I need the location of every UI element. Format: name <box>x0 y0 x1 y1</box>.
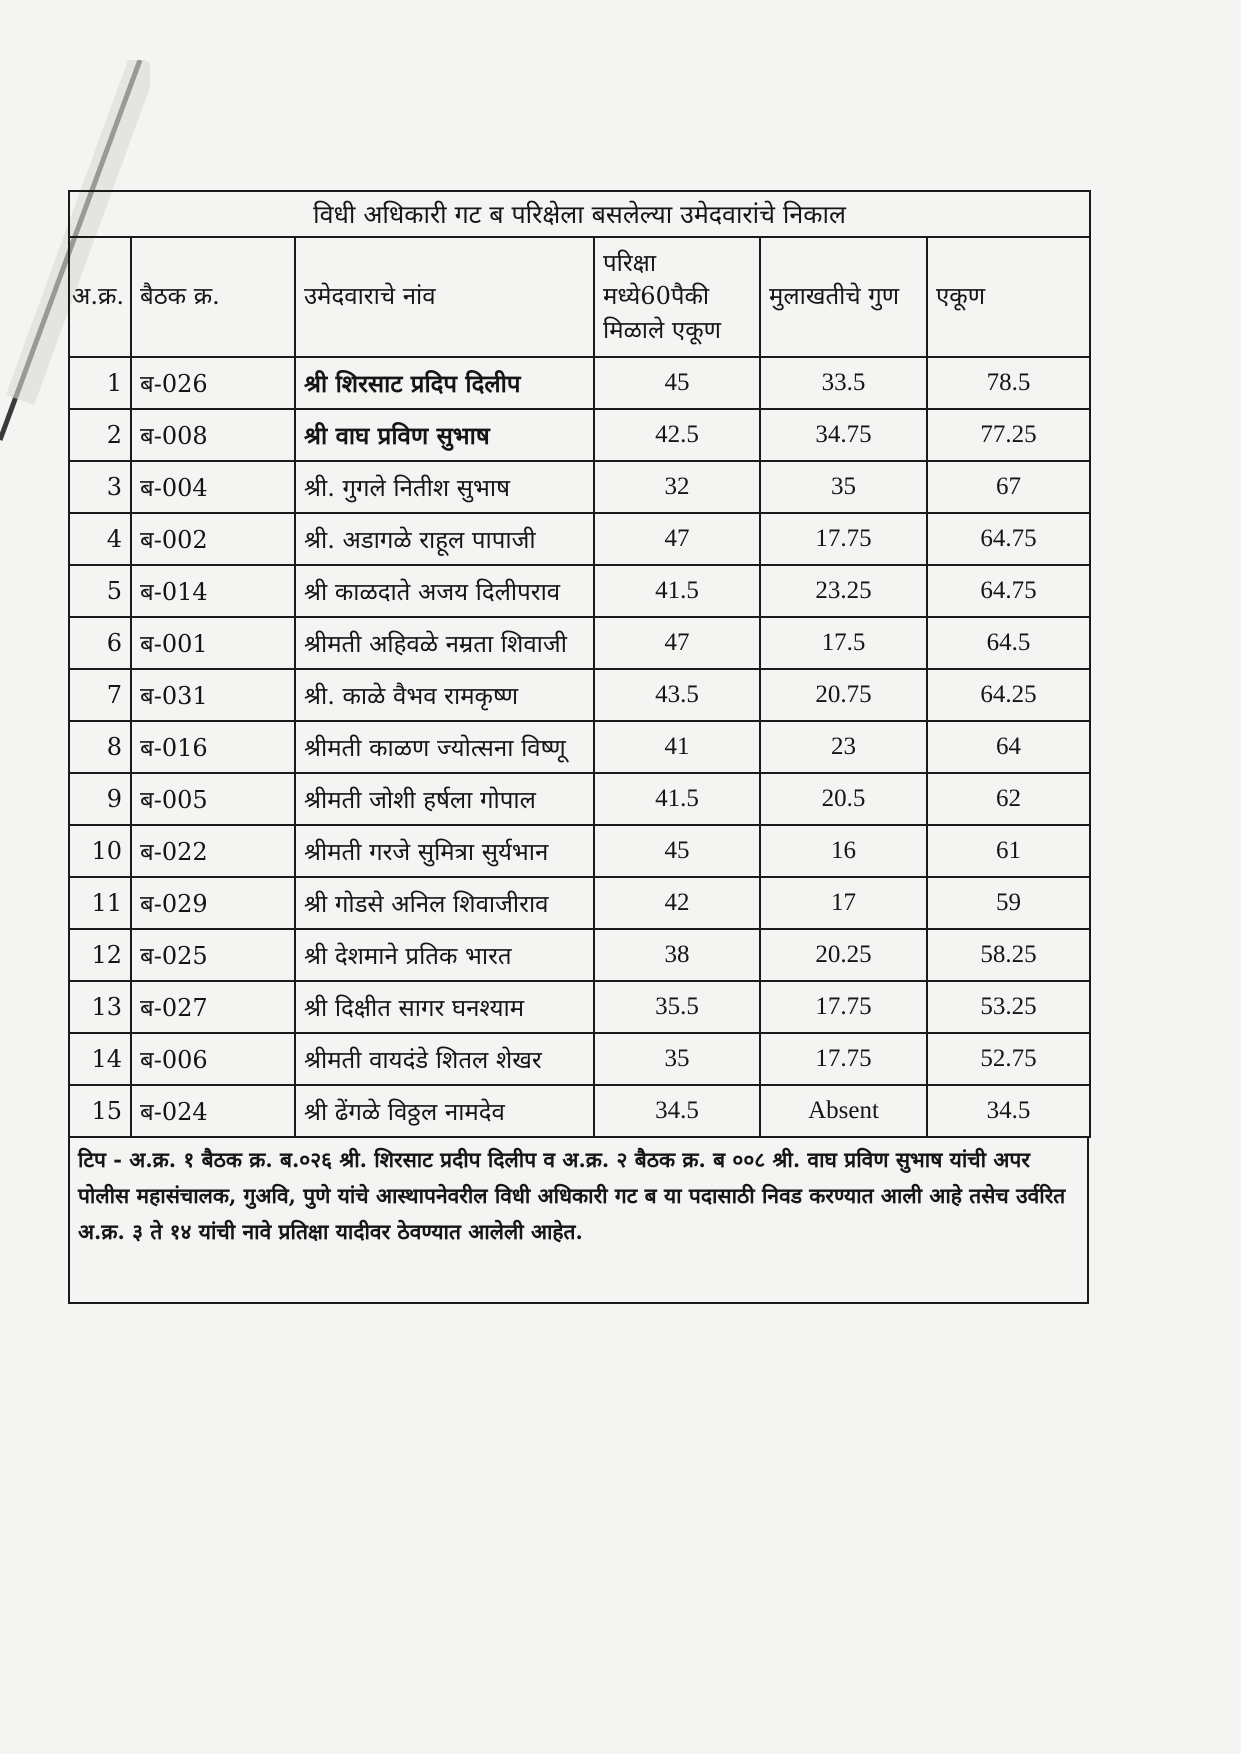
row-total: 58.25 <box>927 929 1090 981</box>
table-row <box>69 461 1090 513</box>
header-total: एकूण <box>927 237 1090 357</box>
results-body <box>69 357 1090 1137</box>
row-name: श्री. अडागळे राहूल पापाजी <box>295 513 594 565</box>
row-total: 64 <box>927 721 1090 773</box>
header-interview: मुलाखतीचे गुण <box>760 237 927 357</box>
header-seat: बैठक क्र. <box>131 237 295 357</box>
note-text: टिप - अ.क्र. १ बैठक क्र. ब.०२६ श्री. शिरसाट प्रदीप दिलीप व अ.क्र. २ बैठक क्र. ब ००८ श्री. वाघ प्रविण सुभाष यांची अपर पोलीस महासंचालक, गुअवि, पुणे यांचे आस्थापनेवरील विधी अधिकारी गट ब या पदासाठी निवड करण्यात आली आहे तसेच उर्वरित अ.क्र. ३ ते १४ यांची नावे प्रतिक्षा यादीवर ठेवण्यात आलेली आहेत. <box>68 1138 1089 1304</box>
row-serial: 14 <box>69 1033 131 1085</box>
row-serial: 11 <box>69 877 131 929</box>
row-exam: 47 <box>594 513 760 565</box>
table-title: विधी अधिकारी गट ब परिक्षेला बसलेल्या उमेदवारांचे निकाल <box>69 191 1090 237</box>
row-serial: 9 <box>69 773 131 825</box>
row-seat: ब-002 <box>131 513 295 565</box>
row-total: 62 <box>927 773 1090 825</box>
row-interview: 17.75 <box>760 1033 927 1085</box>
row-exam: 47 <box>594 617 760 669</box>
row-name: श्री. काळे वैभव रामकृष्ण <box>295 669 594 721</box>
row-seat: ब-006 <box>131 1033 295 1085</box>
row-seat: ब-005 <box>131 773 295 825</box>
row-interview: 16 <box>760 825 927 877</box>
row-exam: 45 <box>594 357 760 409</box>
table-row <box>69 721 1090 773</box>
row-total: 64.5 <box>927 617 1090 669</box>
row-serial: 7 <box>69 669 131 721</box>
row-seat: ब-008 <box>131 409 295 461</box>
row-seat: ब-031 <box>131 669 295 721</box>
row-total: 59 <box>927 877 1090 929</box>
row-serial: 15 <box>69 1085 131 1137</box>
row-total: 67 <box>927 461 1090 513</box>
row-name: श्री. गुगले नितीश सुभाष <box>295 461 594 513</box>
row-seat: ब-029 <box>131 877 295 929</box>
row-exam: 34.5 <box>594 1085 760 1137</box>
row-serial: 6 <box>69 617 131 669</box>
row-exam: 41 <box>594 721 760 773</box>
row-serial: 10 <box>69 825 131 877</box>
row-seat: ब-026 <box>131 357 295 409</box>
row-interview: 17.75 <box>760 981 927 1033</box>
row-name: श्रीमती गरजे सुमित्रा सुर्यभान <box>295 825 594 877</box>
table-row <box>69 617 1090 669</box>
row-exam: 41.5 <box>594 565 760 617</box>
table-row <box>69 981 1090 1033</box>
row-total: 52.75 <box>927 1033 1090 1085</box>
header-exam: परिक्षा मध्ये60पैकी मिळाले एकूण <box>594 237 760 357</box>
row-seat: ब-025 <box>131 929 295 981</box>
row-name: श्री काळदाते अजय दिलीपराव <box>295 565 594 617</box>
row-exam: 45 <box>594 825 760 877</box>
row-name: श्री गोडसे अनिल शिवाजीराव <box>295 877 594 929</box>
table-row <box>69 669 1090 721</box>
row-exam: 32 <box>594 461 760 513</box>
row-interview: Absent <box>760 1085 927 1137</box>
row-serial: 3 <box>69 461 131 513</box>
row-exam: 38 <box>594 929 760 981</box>
row-seat: ब-014 <box>131 565 295 617</box>
row-interview: 20.5 <box>760 773 927 825</box>
row-total: 78.5 <box>927 357 1090 409</box>
row-name: श्री वाघ प्रविण सुभाष <box>295 409 594 461</box>
table-row <box>69 409 1090 461</box>
row-serial: 4 <box>69 513 131 565</box>
header-serial: अ.क्र. <box>69 237 131 357</box>
row-exam: 42.5 <box>594 409 760 461</box>
row-serial: 12 <box>69 929 131 981</box>
row-exam: 35 <box>594 1033 760 1085</box>
row-name: श्रीमती वायदंडे शितल शेखर <box>295 1033 594 1085</box>
row-name: श्रीमती जोशी हर्षला गोपाल <box>295 773 594 825</box>
row-interview: 17 <box>760 877 927 929</box>
table-row <box>69 773 1090 825</box>
row-seat: ब-004 <box>131 461 295 513</box>
row-total: 53.25 <box>927 981 1090 1033</box>
header-row <box>69 237 1090 357</box>
row-total: 61 <box>927 825 1090 877</box>
row-serial: 8 <box>69 721 131 773</box>
row-total: 34.5 <box>927 1085 1090 1137</box>
row-serial: 1 <box>69 357 131 409</box>
row-interview: 34.75 <box>760 409 927 461</box>
table-row <box>69 357 1090 409</box>
row-exam: 42 <box>594 877 760 929</box>
row-interview: 20.75 <box>760 669 927 721</box>
row-name: श्री दिक्षीत सागर घनश्याम <box>295 981 594 1033</box>
row-exam: 35.5 <box>594 981 760 1033</box>
row-total: 64.75 <box>927 513 1090 565</box>
row-serial: 2 <box>69 409 131 461</box>
row-exam: 43.5 <box>594 669 760 721</box>
row-seat: ब-022 <box>131 825 295 877</box>
row-interview: 35 <box>760 461 927 513</box>
row-serial: 13 <box>69 981 131 1033</box>
row-interview: 17.5 <box>760 617 927 669</box>
table-row <box>69 929 1090 981</box>
row-total: 77.25 <box>927 409 1090 461</box>
results-table <box>68 190 1091 1138</box>
table-row <box>69 1033 1090 1085</box>
table-row <box>69 565 1090 617</box>
header-name: उमेदवाराचे नांव <box>295 237 594 357</box>
row-interview: 20.25 <box>760 929 927 981</box>
row-seat: ब-024 <box>131 1085 295 1137</box>
row-interview: 33.5 <box>760 357 927 409</box>
row-interview: 23 <box>760 721 927 773</box>
row-exam: 41.5 <box>594 773 760 825</box>
row-interview: 23.25 <box>760 565 927 617</box>
row-seat: ब-027 <box>131 981 295 1033</box>
row-name: श्रीमती काळण ज्योत्सना विष्णू <box>295 721 594 773</box>
table-row <box>69 825 1090 877</box>
row-name: श्री देशमाने प्रतिक भारत <box>295 929 594 981</box>
row-seat: ब-016 <box>131 721 295 773</box>
table-row <box>69 877 1090 929</box>
table-row <box>69 1085 1090 1137</box>
row-total: 64.75 <box>927 565 1090 617</box>
row-seat: ब-001 <box>131 617 295 669</box>
row-serial: 5 <box>69 565 131 617</box>
row-name: श्री ढेंगळे विठ्ठल नामदेव <box>295 1085 594 1137</box>
results-document <box>68 190 1089 1304</box>
row-interview: 17.75 <box>760 513 927 565</box>
row-total: 64.25 <box>927 669 1090 721</box>
row-name: श्रीमती अहिवळे नम्रता शिवाजी <box>295 617 594 669</box>
table-row <box>69 513 1090 565</box>
row-name: श्री शिरसाट प्रदिप दिलीप <box>295 357 594 409</box>
